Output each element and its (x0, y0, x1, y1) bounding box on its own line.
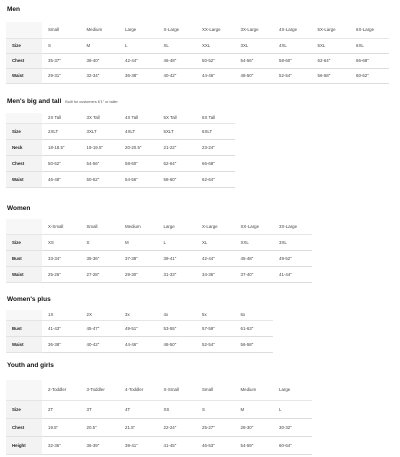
table-cell: 36-38" (119, 68, 158, 83)
section-note: Built for customers 6'1" or taller (65, 100, 118, 104)
table-cell: M (81, 38, 120, 53)
column-header: X-Large (196, 219, 235, 234)
table-cell: 58-60" (119, 155, 158, 171)
table-cell: 18-18.5" (42, 139, 81, 155)
table-cell: 32-36" (42, 436, 81, 454)
table-cell: 35-36" (81, 250, 120, 266)
column-header: 5x (196, 310, 235, 320)
table-cell: 5XLT (158, 123, 197, 139)
table-cell: 4T (119, 400, 158, 418)
table-row (6, 418, 312, 436)
table-cell: 4XL (273, 38, 312, 53)
table-cell: XXL (235, 234, 274, 250)
column-header: 2X (81, 310, 120, 320)
size-table (6, 380, 312, 455)
section-title-text: Men's big and tall (7, 98, 62, 105)
table-cell: 3XL (235, 38, 274, 53)
table-cell: 23-24" (196, 139, 235, 155)
column-header: X-Small (158, 380, 197, 400)
header-corner-cell (6, 113, 42, 123)
header-corner-cell (6, 310, 42, 320)
column-header: 5X-Large (312, 22, 351, 38)
table-cell: 32-34" (81, 68, 120, 83)
table-cell: 3T (81, 400, 120, 418)
row-label: Chest (6, 53, 42, 68)
table-cell: 28-30" (235, 418, 274, 436)
section-title (7, 205, 30, 212)
row-label: Height (6, 436, 42, 454)
table-cell: 33-34" (42, 250, 81, 266)
table-cell: 20.5" (81, 418, 120, 436)
section-title (7, 296, 51, 303)
column-header: 2-Toddler (42, 380, 81, 400)
table-row (6, 436, 312, 454)
row-label: Chest (6, 418, 42, 436)
table-cell: 25-26" (42, 266, 81, 282)
column-header: 3x (119, 310, 158, 320)
table-row (6, 123, 235, 139)
table-header-row (6, 22, 389, 38)
table-cell: 30-32" (273, 418, 312, 436)
table-row (6, 320, 273, 336)
table-cell: XXL (196, 38, 235, 53)
section-title-text: Women (7, 205, 31, 212)
table-header-row (6, 310, 273, 320)
table-cell: 50-52" (81, 171, 120, 187)
header-corner-cell (6, 22, 42, 38)
table-row (6, 139, 235, 155)
size-table (6, 310, 273, 353)
column-header: Medium (81, 22, 120, 38)
row-label: Waist (6, 266, 42, 282)
column-header: 4-Toddler (119, 380, 158, 400)
table-cell: 52-54" (273, 68, 312, 83)
table-row (6, 38, 389, 53)
table-row (6, 155, 235, 171)
header-corner-cell (6, 380, 42, 400)
column-header: Small (42, 22, 81, 38)
column-header: Large (119, 22, 158, 38)
table-cell: 22-24" (158, 418, 197, 436)
column-header: Large (158, 219, 197, 234)
table-cell: S (81, 234, 120, 250)
table-cell: 46-53" (196, 436, 235, 454)
table-cell: 37-40" (235, 266, 274, 282)
table-cell: M (119, 234, 158, 250)
table-cell: 40-42" (158, 68, 197, 83)
table-cell: 52-54" (196, 336, 235, 352)
column-header: 6x (235, 310, 274, 320)
table-cell: S (196, 400, 235, 418)
table-cell: 49-51" (119, 320, 158, 336)
table-cell: 44-46" (196, 68, 235, 83)
column-header: 3-Toddler (81, 380, 120, 400)
table-cell: 54-56" (119, 171, 158, 187)
table-cell: 21.5" (119, 418, 158, 436)
table-cell: 50-52" (196, 53, 235, 68)
table-cell: 46-48" (158, 53, 197, 68)
section-title-text: Youth and girls (7, 362, 54, 369)
table-cell: 45-48" (235, 250, 274, 266)
table-cell: 60-64" (273, 436, 312, 454)
table-cell: L (119, 38, 158, 53)
table-cell: 62-64" (196, 171, 235, 187)
column-header: XX-Large (196, 22, 235, 38)
table-cell: XS (158, 400, 197, 418)
table-cell: M (235, 400, 274, 418)
table-cell: 20-20.5" (119, 139, 158, 155)
row-label: Neck (6, 139, 42, 155)
column-header: 3X-Large (273, 219, 312, 234)
table-cell: 37-38" (119, 250, 158, 266)
table-cell: 58-60" (273, 53, 312, 68)
section-title-text: Women's plus (7, 296, 51, 303)
table-cell: 45-47" (81, 320, 120, 336)
table-cell: 36-39" (81, 436, 120, 454)
column-header: X-Large (158, 22, 197, 38)
table-header-row (6, 219, 312, 234)
section-title (7, 98, 118, 105)
section-title (7, 362, 54, 369)
table-cell: 61-63" (235, 320, 274, 336)
row-label: Waist (6, 336, 42, 352)
column-header: Medium (119, 219, 158, 234)
column-header: XX-Large (235, 219, 274, 234)
table-cell: 66-68" (350, 53, 389, 68)
table-cell: S (42, 38, 81, 53)
column-header: 4x (158, 310, 197, 320)
column-header: 6X Tall (196, 113, 235, 123)
table-row (6, 266, 312, 282)
table-cell: 41-43" (42, 320, 81, 336)
column-header: Large (273, 380, 312, 400)
table-row (6, 53, 389, 68)
table-cell: XS (42, 234, 81, 250)
table-cell: 29-31" (42, 68, 81, 83)
table-cell: 44-46" (119, 336, 158, 352)
row-label: Size (6, 234, 42, 250)
table-row (6, 68, 389, 83)
table-cell: 54-59" (235, 436, 274, 454)
table-cell: 39-41" (158, 250, 197, 266)
table-row (6, 171, 235, 187)
table-cell: 56-58" (235, 336, 274, 352)
section-title (7, 6, 20, 13)
table-cell: 34-36" (196, 266, 235, 282)
column-header: Small (81, 219, 120, 234)
column-header: 1X (42, 310, 81, 320)
table-cell: 41-45" (158, 436, 197, 454)
column-header: 4X Tall (119, 113, 158, 123)
size-table (6, 219, 312, 283)
table-cell: 38-40" (81, 53, 120, 68)
table-cell: 41-44" (273, 266, 312, 282)
table-cell: 2XLT (42, 123, 81, 139)
column-header: 2X Tall (42, 113, 81, 123)
table-cell: 42-44" (196, 250, 235, 266)
table-cell: 35-37" (42, 53, 81, 68)
table-cell: L (273, 400, 312, 418)
table-cell: 19-19.5" (81, 139, 120, 155)
column-header: 6X-Large (350, 22, 389, 38)
table-row (6, 234, 312, 250)
table-cell: XL (196, 234, 235, 250)
table-cell: 40-42" (81, 336, 120, 352)
table-cell: 46-48" (42, 171, 81, 187)
table-cell: 27-28" (81, 266, 120, 282)
table-cell: 62-64" (312, 53, 351, 68)
table-cell: 57-59" (196, 320, 235, 336)
table-cell: 39-41" (119, 436, 158, 454)
row-label: Waist (6, 171, 42, 187)
table-cell: 66-68" (196, 155, 235, 171)
table-cell: 4XLT (119, 123, 158, 139)
table-cell: 53-55" (158, 320, 197, 336)
table-cell: 25-27" (196, 418, 235, 436)
section-title-text: Men (7, 6, 20, 13)
column-header: 3X Tall (81, 113, 120, 123)
table-cell: 3XLT (81, 123, 120, 139)
table-cell: 3XL (273, 234, 312, 250)
column-header: 5X Tall (158, 113, 197, 123)
row-label: Bust (6, 320, 42, 336)
table-row (6, 336, 273, 352)
row-label: Size (6, 123, 42, 139)
table-cell: 49-52" (273, 250, 312, 266)
table-cell: 36-38" (42, 336, 81, 352)
size-table (6, 113, 235, 188)
column-header: 4X-Large (273, 22, 312, 38)
table-cell: 5XL (312, 38, 351, 53)
table-cell: 31-33" (158, 266, 197, 282)
table-cell: 54-56" (81, 155, 120, 171)
table-cell: L (158, 234, 197, 250)
column-header: Small (196, 380, 235, 400)
table-row (6, 400, 312, 418)
header-corner-cell (6, 219, 42, 234)
column-header: Medium (235, 380, 274, 400)
table-header-row (6, 113, 235, 123)
row-label: Size (6, 400, 42, 418)
table-cell: 42-44" (119, 53, 158, 68)
table-cell: 29-30" (119, 266, 158, 282)
table-cell: 2T (42, 400, 81, 418)
table-cell: 62-64" (158, 155, 197, 171)
table-cell: 56-58" (312, 68, 351, 83)
table-cell: 21-22" (158, 139, 197, 155)
table-cell: 58-60" (158, 171, 197, 187)
table-cell: 48-50" (235, 68, 274, 83)
table-cell: 60-62" (350, 68, 389, 83)
table-cell: 19.5" (42, 418, 81, 436)
column-header: X-Small (42, 219, 81, 234)
table-row (6, 250, 312, 266)
table-cell: 6XL (350, 38, 389, 53)
table-cell: 6XLT (196, 123, 235, 139)
table-cell: 54-56" (235, 53, 274, 68)
table-header-row (6, 380, 312, 400)
row-label: Waist (6, 68, 42, 83)
row-label: Chest (6, 155, 42, 171)
column-header: 3X-Large (235, 22, 274, 38)
row-label: Size (6, 38, 42, 53)
table-cell: XL (158, 38, 197, 53)
size-table (6, 22, 389, 84)
table-cell: 50-52" (42, 155, 81, 171)
table-cell: 48-50" (158, 336, 197, 352)
row-label: Bust (6, 250, 42, 266)
